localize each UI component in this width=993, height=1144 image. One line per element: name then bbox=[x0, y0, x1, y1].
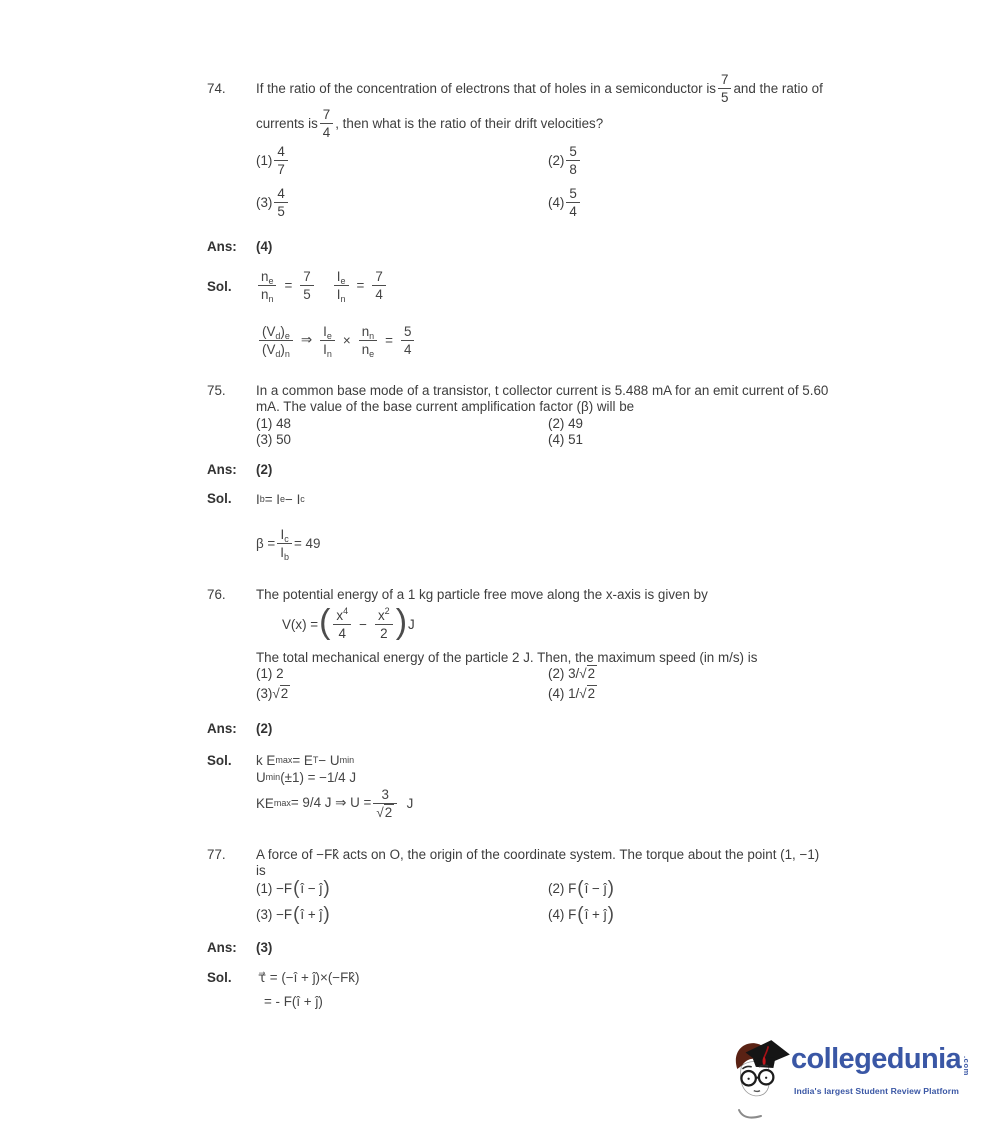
solution-label: Sol. bbox=[207, 279, 232, 294]
question-text-line: A force of −Fk̂ acts on O, the origin of the coordinate system. The torque about the point (1, −1) bbox=[256, 847, 820, 862]
option-4: (4) F ( î + ĵ ) bbox=[548, 903, 614, 925]
question-text-line: If the ratio of the concentration of electrons that of holes in a semiconductor is 7 5 and the ratio of bbox=[256, 71, 823, 105]
option-1: (1) 2 bbox=[256, 665, 284, 681]
answer-label: Ans: bbox=[207, 462, 237, 477]
options-row bbox=[256, 140, 582, 180]
solution-line: = - F(î + ĵ) bbox=[264, 993, 323, 1009]
option-3: (3) 4 5 bbox=[256, 186, 548, 219]
option-3: (3) √2 bbox=[256, 685, 289, 701]
option-1: (1) −F ( î − ĵ ) bbox=[256, 877, 330, 899]
question-number: 74. bbox=[207, 81, 226, 96]
options-row bbox=[256, 664, 597, 682]
solution-label: Sol. bbox=[207, 491, 232, 506]
answer-value: (2) bbox=[256, 721, 273, 736]
solution-line: $\frac{n_e}{n_n}$ = $\frac{7}{5}$ $\frac{I_e}{I_n}$ = $\frac{7}{4}$ bbox=[256, 263, 388, 307]
option-2: (2) 3/ √2 bbox=[548, 665, 596, 681]
solution-line: τ⃗ = (−î + ĵ)×(−Fk̂) bbox=[258, 970, 360, 985]
options-row bbox=[256, 415, 583, 431]
options-row bbox=[256, 431, 583, 447]
solution-line: β = $I_c$ $I_b$ = 49 bbox=[256, 526, 321, 562]
answer-value: (2) bbox=[256, 462, 273, 477]
question-number: 76. bbox=[207, 587, 226, 602]
answer-value: (4) bbox=[256, 239, 273, 254]
solution-line: $(V_d)_e$ $(V_d)_n$ ⇒ $\frac{I_e}{I_n}$ × $\frac{n_n}{n_e}$ = $\frac{5}{4}$ bbox=[257, 317, 416, 363]
question-text-line: The total mechanical energy of the particle 2 J. Then, the maximum speed (in m/s) is bbox=[256, 650, 758, 665]
solution-line: I b = I e − I c bbox=[256, 491, 305, 507]
option-2: (2) 5 8 bbox=[548, 144, 582, 177]
solution-line: U min (±1) = −1/4 J bbox=[256, 769, 357, 785]
collegedunia-logo bbox=[728, 1037, 978, 1137]
mascot-icon bbox=[728, 1037, 794, 1103]
options-row bbox=[256, 182, 582, 222]
option-3: (3) 50 bbox=[256, 431, 291, 447]
mascot-chin-stroke bbox=[736, 1107, 764, 1125]
question-formula: V(x) = ( $x^4$ 4 − $\frac{x^2}{2}$ ) J bbox=[282, 602, 415, 641]
option-4: (4) 51 bbox=[548, 431, 583, 447]
option-1: (1) 48 bbox=[256, 415, 291, 431]
answer-label: Ans: bbox=[207, 940, 237, 955]
brand-tld: .com bbox=[962, 1056, 972, 1076]
option-2: (2) F ( î − ĵ ) bbox=[548, 877, 614, 899]
brand-tagline: India's largest Student Review Platform bbox=[794, 1086, 959, 1096]
question-number: 77. bbox=[207, 847, 226, 862]
question-text-line: The potential energy of a 1 kg particle free move along the x-axis is given by bbox=[256, 587, 708, 602]
option-3: (3) −F ( î + ĵ ) bbox=[256, 903, 330, 925]
solution-line: KE max = 9/4 J ⇒ U = 3 √2 J bbox=[256, 786, 414, 820]
option-4: (4) 1/ √2 bbox=[548, 685, 596, 701]
options-row bbox=[256, 684, 597, 702]
question-text-line: mA. The value of the base current amplification factor (β) will be bbox=[256, 399, 635, 414]
answer-value: (3) bbox=[256, 940, 273, 955]
solution-label: Sol. bbox=[207, 970, 232, 985]
option-2: (2) 49 bbox=[548, 415, 583, 431]
question-text-line: In a common base mode of a transistor, t collector current is 5.488 mA for an emit current of 5.60 bbox=[256, 383, 829, 398]
answer-label: Ans: bbox=[207, 239, 237, 254]
question-text-line: currents is 7 4 , then what is the ratio of their drift velocities? bbox=[256, 106, 604, 140]
solution-line: k E max = E T − U min bbox=[256, 752, 355, 768]
option-4: (4) 5 4 bbox=[548, 186, 582, 219]
options-row bbox=[256, 874, 615, 902]
options-row bbox=[256, 900, 615, 928]
brand-name: collegedunia bbox=[791, 1043, 962, 1075]
option-1: (1) 4 7 bbox=[256, 144, 548, 177]
question-number: 75. bbox=[207, 383, 226, 398]
solution-label: Sol. bbox=[207, 753, 232, 768]
answer-label: Ans: bbox=[207, 721, 237, 736]
question-text-line: is bbox=[256, 863, 266, 878]
